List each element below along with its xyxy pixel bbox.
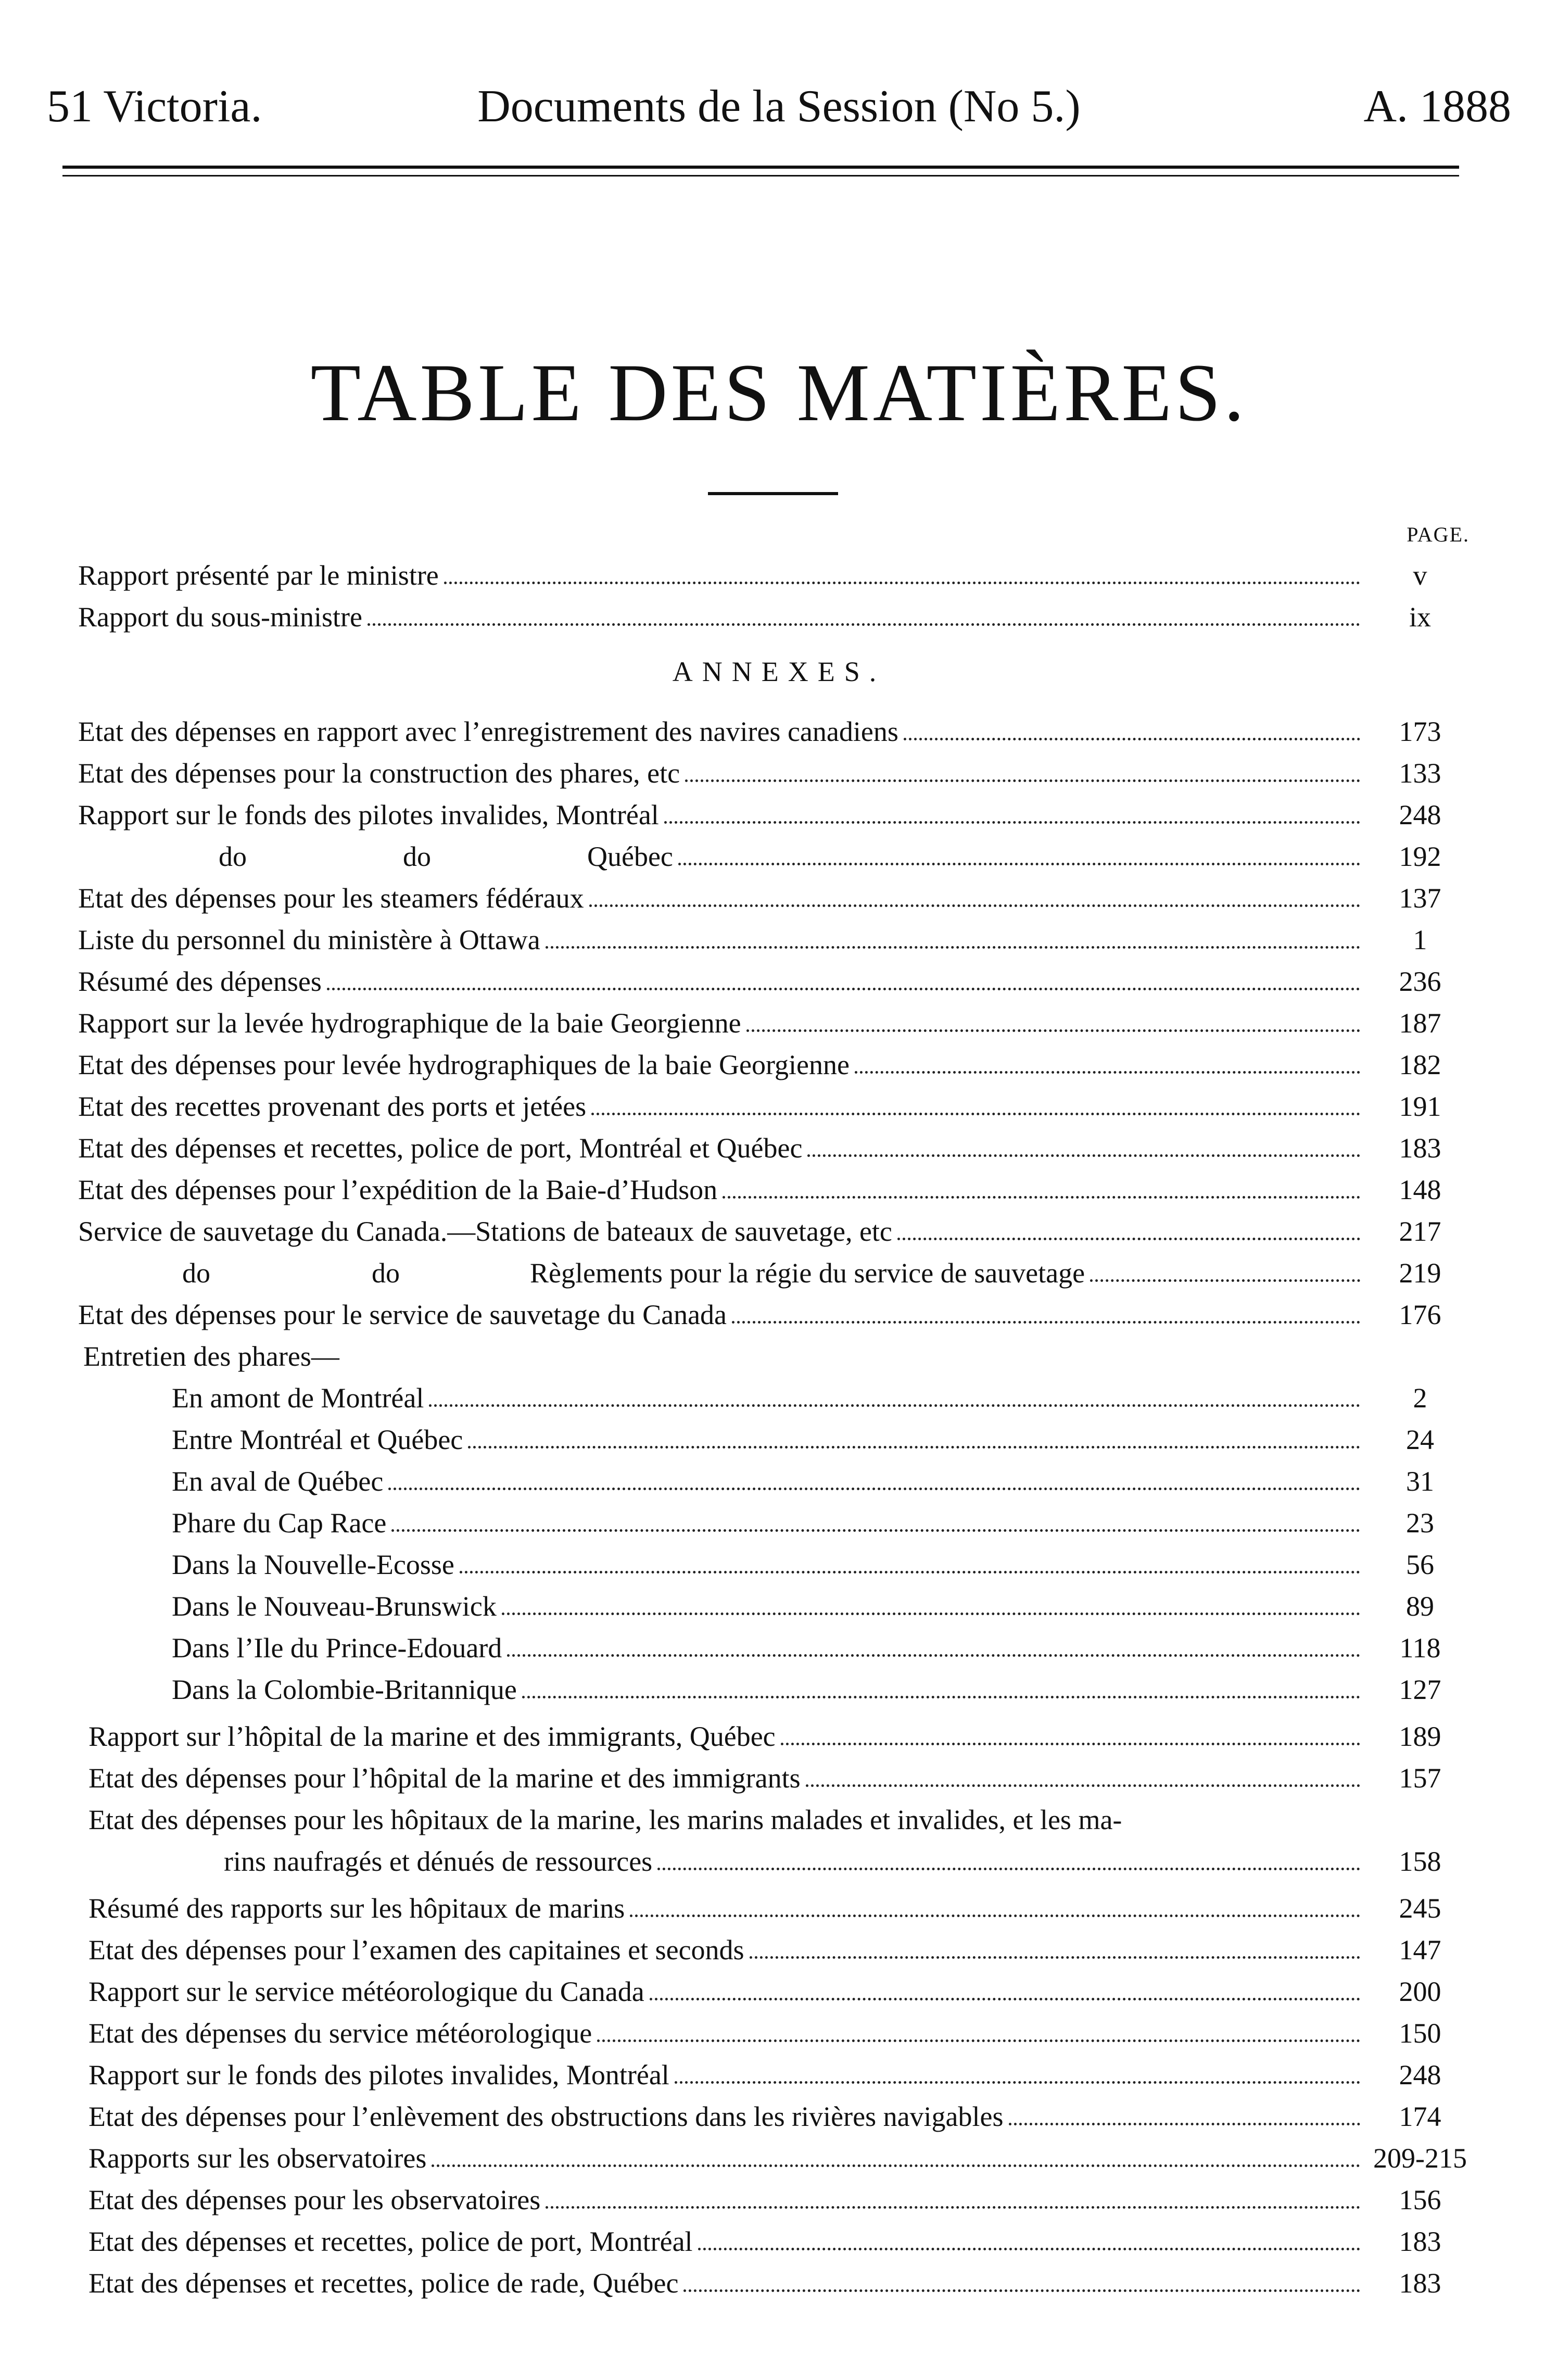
toc-entry (78, 596, 1431, 638)
dot-leader (683, 2289, 1360, 2292)
toc-entry-text: Rapport du sous-ministre (78, 601, 362, 633)
dot-leader (685, 779, 1360, 782)
toc-entry-page: 148 (1399, 1174, 1441, 1205)
toc-entry (172, 1460, 1434, 1502)
toc-entry-page: 174 (1399, 2101, 1441, 2132)
toc-entry (88, 2054, 1441, 2096)
toc-entry-text: Etat des dépenses du service météorologique (88, 2018, 592, 2049)
toc-entry-page: 173 (1399, 716, 1441, 747)
dot-leader (388, 1488, 1360, 1490)
toc-entry-page: 245 (1399, 1893, 1441, 1924)
ditto-mark: do (372, 1257, 400, 1289)
dot-leader (468, 1446, 1360, 1449)
toc-entry (88, 2179, 1441, 2221)
toc-entry-page: 236 (1399, 966, 1441, 997)
toc-entry (78, 1169, 1441, 1211)
toc-entry-text: Résumé des dépenses (78, 966, 322, 997)
toc-entry-page: 183 (1399, 2226, 1441, 2257)
toc-entry (78, 1211, 1441, 1252)
toc-entry (88, 2137, 1467, 2179)
toc-entry-text: Résumé des rapports sur les hôpitaux de marins (88, 1893, 625, 1924)
dot-leader (855, 1071, 1360, 1074)
dot-leader (597, 2039, 1360, 2042)
toc-entry (78, 877, 1441, 919)
toc-entry-page: 158 (1399, 1846, 1441, 1877)
toc-entry (78, 1294, 1441, 1336)
header-session: 51 Victoria. (47, 81, 262, 132)
toc-entry (78, 711, 1441, 752)
toc-entry-page: 156 (1399, 2184, 1441, 2215)
toc-entry-page: 24 (1406, 1424, 1434, 1455)
dot-leader (750, 1956, 1360, 1959)
toc-entry-text: Dans l’Ile du Prince-Edouard (172, 1632, 502, 1664)
dot-leader (904, 738, 1360, 740)
toc-entry-text: Rapport sur le fonds des pilotes invalides, Montréal (88, 2059, 669, 2091)
toc-entry-page: 118 (1399, 1632, 1441, 1664)
toc-entry-text: Etat des dépenses pour l’examen des capitaines et seconds (88, 1934, 744, 1966)
annexes-heading: ANNEXES. (672, 656, 886, 687)
toc-entry-page: 56 (1406, 1549, 1434, 1580)
header-documents: Documents de la Session (No 5.) (477, 81, 1081, 132)
toc-entry (88, 2096, 1441, 2137)
toc-entry-page: 191 (1399, 1091, 1441, 1122)
ditto-mark: do (182, 1257, 210, 1289)
dot-leader (546, 946, 1360, 949)
running-header (47, 78, 1511, 135)
toc-entry-page: 183 (1399, 1132, 1441, 1164)
toc-entry (88, 1929, 1441, 1971)
toc-entry-text: Rapport sur le service météorologique du Canada (88, 1976, 644, 2007)
toc-entry (172, 1627, 1441, 1669)
dot-leader (368, 623, 1360, 626)
toc-entry-text: Rapport sur le fonds des pilotes invalides, Montréal (78, 799, 659, 830)
toc-entry-text: Liste du personnel du ministère à Ottawa (78, 924, 540, 955)
toc-entry (172, 1544, 1434, 1585)
toc-entry (88, 2262, 1441, 2304)
toc-entry-text: Etat des dépenses et recettes, police de rade, Québec (88, 2268, 679, 2299)
dot-leader (460, 1571, 1360, 1573)
dot-leader (1090, 1279, 1360, 1282)
dot-leader (806, 1784, 1360, 1787)
toc-entry-page: 200 (1399, 1976, 1441, 2007)
header-year: A. 1888 (1363, 81, 1511, 132)
header-rule-thin (62, 175, 1459, 177)
toc-entry-page: ix (1409, 601, 1431, 633)
toc-entry-page: 23 (1406, 1507, 1434, 1539)
toc-entry-page: 89 (1406, 1591, 1434, 1622)
toc-entry (172, 1502, 1434, 1544)
toc-entry-text: Rapport sur la levée hydrographique de la baie Georgienne (78, 1008, 741, 1039)
toc-entry-text: Etat des dépenses et recettes, police de port, Montréal (88, 2226, 693, 2257)
dot-leader (391, 1529, 1360, 1532)
toc-entry (78, 961, 1441, 1002)
toc-entry (172, 1585, 1434, 1627)
toc-entry-page: 137 (1399, 883, 1441, 914)
toc-entry (224, 1841, 1441, 1882)
toc-entry (78, 919, 1427, 961)
dot-leader (327, 988, 1360, 990)
toc-entry-text: rins naufragés et dénués de ressources (224, 1846, 653, 1877)
toc-entry-page: v (1413, 560, 1427, 591)
toc-entry (78, 555, 1427, 596)
ditto-mark: do (219, 841, 247, 872)
toc-entry-text: Etat des dépenses pour levée hydrographiques de la baie Georgienne (78, 1049, 850, 1080)
toc-entry (78, 1127, 1441, 1169)
toc-entry-text: Règlements pour la régie du service de sauvetage (530, 1257, 1085, 1289)
toc-entry-text: Phare du Cap Race (172, 1507, 387, 1539)
dot-leader (1009, 2123, 1360, 2125)
toc-entry-text: Etat des dépenses pour la construction des phares, etc (78, 758, 680, 789)
toc-entry (78, 1086, 1441, 1127)
toc-entry (172, 1419, 1434, 1460)
toc-entry-page: 217 (1399, 1216, 1441, 1247)
toc-entry-page: 209-215 (1373, 2143, 1467, 2174)
dot-leader (675, 2081, 1360, 2084)
toc-entry-text: Etat des recettes provenant des ports et jetées (78, 1091, 587, 1122)
toc-entry-text: Rapport sur l’hôpital de la marine et des immigrants, Québec (88, 1721, 776, 1752)
toc-entry (78, 1044, 1441, 1086)
dot-leader (781, 1743, 1360, 1745)
dot-leader (444, 582, 1360, 584)
dot-leader (807, 1154, 1360, 1157)
toc-entry-page: 183 (1399, 2268, 1441, 2299)
toc-entry-page: 133 (1399, 758, 1441, 789)
toc-entry-page: 157 (1399, 1762, 1441, 1794)
toc-entry-page: 176 (1399, 1299, 1441, 1330)
toc-entry-page: 147 (1399, 1934, 1441, 1966)
toc-entry (88, 1887, 1441, 1929)
toc-entry-text: Etat des dépenses pour l’expédition de la Baie-d’Hudson (78, 1174, 718, 1205)
toc-entry-text: Québec (587, 841, 673, 872)
toc-entry-page: 182 (1399, 1049, 1441, 1080)
toc-entry (219, 836, 1441, 877)
toc-entry (88, 1716, 1441, 1757)
toc-entry-page: 150 (1399, 2018, 1441, 2049)
toc-entry-text: Dans le Nouveau-Brunswick (172, 1591, 497, 1622)
toc-entry-page: 192 (1399, 841, 1441, 872)
dot-leader (546, 2206, 1360, 2209)
toc-entry-text: Dans la Nouvelle-Ecosse (172, 1549, 454, 1580)
header-rule-thick (62, 166, 1459, 169)
dot-leader (746, 1029, 1360, 1032)
toc-entry (88, 1757, 1441, 1799)
toc-entry (78, 794, 1441, 836)
toc-entry-text: Etat des dépenses en rapport avec l’enregistrement des navires canadiens (78, 716, 898, 747)
toc-entry-page: 219 (1399, 1257, 1441, 1289)
dot-leader (591, 1113, 1360, 1115)
dot-leader (732, 1321, 1360, 1324)
title-rule (708, 492, 838, 495)
toc-entry-text: En amont de Montréal (172, 1382, 424, 1414)
toc-entry-text: Etat des dépenses pour le service de sauvetage du Canada (78, 1299, 727, 1330)
toc-entry-page: 248 (1399, 799, 1441, 830)
toc-entry-text: Etat des dépenses pour l’hôpital de la marine et des immigrants (88, 1762, 801, 1794)
dot-leader (522, 1696, 1360, 1698)
toc-entry-text: En aval de Québec (172, 1466, 384, 1497)
section-heading-lighthouses: Entretien des phares— (83, 1341, 339, 1372)
toc-entry-text: Rapports sur les observatoires (88, 2143, 427, 2174)
toc-entry-text: Etat des dépenses pour les observatoires (88, 2184, 541, 2215)
page-column-label: PAGE. (1407, 523, 1470, 546)
toc-entry (172, 1377, 1427, 1419)
toc-entry-page: 2 (1413, 1382, 1427, 1414)
toc-entry (78, 1002, 1441, 1044)
toc-entry-page: 31 (1406, 1466, 1434, 1497)
toc-entry-page: 1 (1413, 924, 1427, 955)
dot-leader (657, 1868, 1360, 1870)
dot-leader (507, 1654, 1360, 1657)
toc-entry (172, 1669, 1441, 1710)
page-title: TABLE DES MATIÈRES. (310, 347, 1248, 438)
dot-leader (502, 1613, 1360, 1615)
toc-entry-text: Service de sauvetage du Canada.—Stations de bateaux de sauvetage, etc (78, 1216, 892, 1247)
dot-leader (630, 1915, 1360, 1917)
dot-leader (698, 2248, 1360, 2250)
toc-entry-text: Etat des dépenses pour l’enlèvement des obstructions dans les rivières navigables (88, 2101, 1004, 2132)
toc-entry (88, 1971, 1441, 2012)
toc-entry-page: 127 (1399, 1674, 1441, 1705)
toc-entry-text: Entre Montréal et Québec (172, 1424, 463, 1455)
toc-entry (88, 2221, 1441, 2262)
toc-entry (78, 752, 1441, 794)
dot-leader (897, 1238, 1360, 1240)
toc-entry-page: 248 (1399, 2059, 1441, 2091)
dot-leader (432, 2164, 1360, 2167)
toc-entry-text-first-line: Etat des dépenses pour les hôpitaux de la marine, les marins malades et invalides, et les ma- (88, 1804, 1122, 1835)
toc-entry-text: Dans la Colombie-Britannique (172, 1674, 517, 1705)
toc-entry-text: Etat des dépenses et recettes, police de port, Montréal et Québec (78, 1132, 803, 1164)
dot-leader (664, 821, 1360, 824)
toc-entry-text: Rapport présenté par le ministre (78, 560, 439, 591)
dot-leader (723, 1196, 1360, 1199)
toc-entry (182, 1252, 1441, 1294)
toc-entry (88, 2012, 1441, 2054)
dot-leader (589, 904, 1360, 907)
toc-entry-page: 187 (1399, 1008, 1441, 1039)
dot-leader (678, 863, 1360, 865)
dot-leader (650, 1998, 1360, 2000)
toc-entry-text: Etat des dépenses pour les steamers fédéraux (78, 883, 584, 914)
dot-leader (429, 1404, 1360, 1407)
toc-entry-page: 189 (1399, 1721, 1441, 1752)
ditto-mark: do (403, 841, 431, 872)
